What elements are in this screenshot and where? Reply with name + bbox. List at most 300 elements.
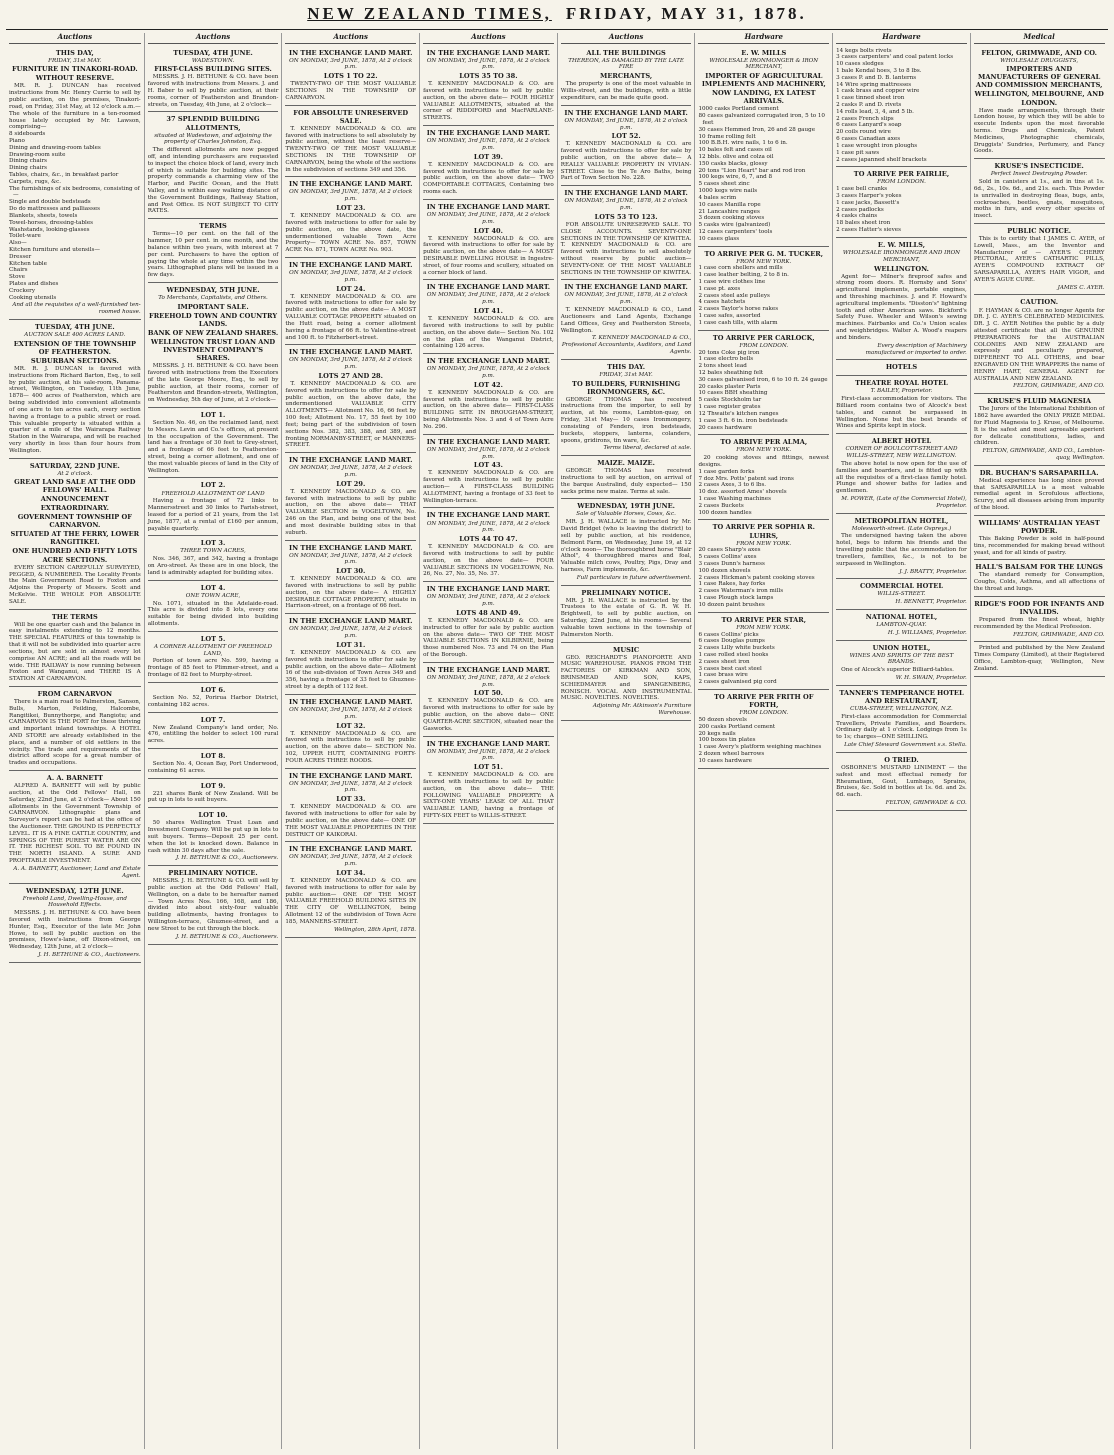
masthead (6, 4, 1108, 30)
ad-heading: MAIZE. MAIZE. (597, 459, 655, 468)
advertisement (836, 514, 967, 580)
ad-subheading: Sale of Valuable Horses, Cows, &c. (576, 511, 676, 518)
ad-item: 10 doz. assorted Ames' shovels (698, 489, 787, 496)
ad-signature: Full particulars in future advertisement. (576, 574, 692, 581)
ad-item: 10 cases BBH sheathing (698, 390, 768, 397)
ad-item-list (836, 186, 967, 234)
ad-heading: TO ARRIVE PER CARLOCK, (712, 333, 815, 342)
advertisement (836, 376, 967, 434)
ad-body: First-class accommodation for visitors. The Billiard room contains two of Alcock's best tables, and cannot be surpassed in Wellington. None but the best brands of Wines and Spirits kept in stock. (836, 396, 967, 430)
ad-subheading: WADESTOWN. (191, 57, 235, 64)
ad-item-list (698, 469, 829, 517)
ad-line: LOT 24. (336, 284, 366, 293)
advertisement (9, 771, 141, 883)
advertisement (561, 456, 692, 499)
ad-signature: Terms liberal, declared at sale. (603, 445, 692, 452)
ad-heading: WEDNESDAY, 12TH JUNE. (25, 886, 124, 895)
column-8 (970, 33, 1108, 1449)
ad-item: Plates and dishes (9, 281, 59, 287)
ad-subheading: FROM LONDON. (739, 710, 789, 717)
ad-item: 1 case garden forks (698, 468, 755, 475)
ad-body: This Baking Powder is sold in half-pound tins, recommended for making bread without yeast, and for all kinds of pastry. (973, 535, 1105, 556)
ad-line: LOT 39. (473, 152, 503, 161)
ad-heading: COMMERCIAL HOTEL (859, 582, 943, 591)
ad-item: 1 case wrought iron ploughs (836, 142, 918, 149)
ad-line: LOT 40. (473, 226, 503, 235)
ad-line: FIRST-CLASS BUILDING SITES. (154, 65, 272, 74)
advertisement (148, 581, 279, 632)
ad-item: 3 cases carpenters' and coal patent locks (836, 54, 954, 61)
ad-body: T. KENNEDY MACDONALD & CO. are instructed to offer for sale by public auction on the above date— TWO OF THE MOST VALUABLE SECTIONS IN KILBIRNIE, being those numbered Nos. 73 and 74 on the Plan of the Borough. (423, 617, 554, 658)
advertisement (423, 737, 554, 824)
ad-item: 14 kegs bolts rivets (836, 47, 892, 54)
advertisement (423, 508, 554, 582)
ad-signature: Late Chief Steward Government s.s. Stella. (844, 742, 967, 749)
ad-line: ONE HUNDRED AND FIFTY LOTS (12, 546, 138, 555)
ad-line: TO BUILDERS, FURNISHING IRONMONGERS, &C. (572, 379, 681, 396)
column-7 (832, 33, 970, 1449)
ad-item: 20 tons "Lion Heart" bar and rod iron (698, 167, 806, 174)
ad-heading: LOT 4. (200, 583, 226, 592)
ad-subheading: ON MONDAY, 3rd JUNE, 1878, At 2 o'clock p.m. (289, 465, 413, 478)
ad-line: LOTS 35 TO 38. (459, 72, 518, 81)
ad-item: Toilet-ware (9, 233, 41, 240)
advertisement (974, 466, 1105, 516)
advertisement (836, 579, 967, 610)
ad-item: 8 sideboards (9, 131, 46, 138)
ad-item: 2 cases galvanised pig cord (698, 679, 777, 686)
ad-subheading: To Merchants, Capitalists, and Others. (158, 295, 268, 302)
ad-body: T. KENNEDY MACDONALD & CO. are favored with instructions to offer for sale by public auction, on the above date— A REALLY VALUABLE PROPERTY IN VIVIAN-STREET. Close to the Te Aro Baths, being Part of Town Section No. 228. (560, 141, 692, 182)
ad-item: 3 cases Dunn's harness (698, 560, 765, 567)
ad-heading: MUSIC (613, 645, 640, 654)
ad-heading: TO ARRIVE PER FAIRLIE, (853, 170, 950, 179)
ad-item: 5 cases Collins' axes (698, 554, 757, 561)
advertisement (423, 354, 554, 435)
advertisement (836, 434, 967, 513)
ad-line: LOT 33. (336, 795, 366, 804)
ad-item: Carpets, rugs, &c. (9, 178, 62, 185)
ad-item: 1 case safes, assorted (698, 313, 761, 320)
ad-subheading: ONE TOWN ACRE, (185, 592, 241, 599)
ad-item: Towel-horses, dressing-tables (9, 219, 93, 226)
advertisement (836, 610, 967, 641)
advertisement (974, 295, 1105, 394)
ad-signature: Adjoining Mr. Atkinson's Furniture Warehouse. (592, 703, 692, 717)
ad-signature: And all the requisites of a well-furnished ten-roomed house. (12, 302, 141, 316)
ad-body: MESSRS. J. H. BETHUNE & CO. will sell by public auction at the Odd Fellows' Hall, Wellington, on a date to be hereafter named— Town Acres Nos. 166, 168, and 186, divided into about sixty-four valuable building allotments, having frontages to Willington-terrace, Ghuznee-street, and a new Street to be cut through the block. (147, 878, 279, 932)
ad-heading: THEATRE ROYAL HOTEL (855, 379, 948, 388)
advertisement (698, 247, 829, 331)
ad-item: 20 tons Coke pig iron (698, 349, 760, 356)
ad-body: New Zealand Company's land order, No. 476, entitling the holder to select 100 rural acres. (147, 724, 279, 745)
ad-heading: LOT 6. (200, 685, 226, 694)
ad-body: T. KENNEDY MACDONALD & CO., Land Auctioneers and Land Agents, Exchange Land Offices, Grey and Featherston Streets, Wellington. (560, 307, 692, 334)
advertisement (974, 224, 1105, 296)
ad-body: FOR ABSOLUTE UNRESERVED SALE. TO CLOSE ACCOUNTS. SEVENTY-ONE SECTIONS IN THE TOWNSHIP OF KIWITEA. T. KENNEDY MACDONALD & CO. are favored with instructions to sell absolutely without reserve by public auction— SEVENTY-ONE OF THE MOST VALUABLE SECTIONS IN THE TOWNSHIP OF KIWITEA. (560, 221, 692, 276)
ad-item: 2 cases Hickman's patent cooking stoves (698, 574, 815, 581)
ad-body: T. KENNEDY MACDONALD & CO. are favored with instructions to offer for sale by public auction, on the above date— ONE OF THE MOST VALUABLE PROPERTIES IN THE DISTRICT OF KAIKORAI. (285, 804, 417, 838)
ad-item: 2 cases French slips (836, 115, 894, 122)
advertisement (9, 687, 141, 771)
ad-body: Printed and published by the New Zealand Times Company (Limited), at their Registered Office, Lambton-quay, Wellington, New Zealand. (973, 645, 1105, 672)
advertisement (974, 46, 1105, 160)
advertisement (423, 435, 554, 509)
ad-subheading: ON MONDAY, 3rd JUNE, 1878, At 2 o'clock p.m. (426, 594, 550, 608)
ad-subheading: A CORNER ALLOTMENT OF FREEHOLD LAND, (154, 643, 273, 657)
ad-line: WELLINGTON. (873, 264, 929, 273)
ad-heading: LOT 7. (200, 715, 226, 724)
column-6 (694, 33, 832, 1449)
ad-item: 1 case register grates (698, 404, 761, 411)
ad-item-list (698, 350, 829, 432)
ad-item: 21 Lancashire ranges (698, 208, 760, 215)
column-1 (6, 33, 144, 1449)
ad-heading: WILLIAMS' AUSTRALIAN YEAST POWDER. (978, 518, 1100, 535)
ad-line: GOVERNMENT TOWNSHIP OF CARNARVON. (17, 512, 132, 529)
ad-signature: H. J. WILLIAMS, Proprietor. (887, 629, 967, 636)
ad-body: The different allotments are now pegged off, and intending purchasers are requested to inspect the choice block of land, every inch of which is suitable for building sites. The property commands a charming view of the Harbor, and Pacific Ocean, and the Hutt Valley, and is within easy walking distance of the Government Buildings, Railway Station, and Post Office. IS NOT SUBJECT TO CITY RATES. (147, 147, 279, 215)
ad-item: 20 casks plaster Paris (698, 383, 761, 390)
ad-heading: LOT 5. (200, 634, 226, 643)
ad-line: LOTS 1 TO 22. (323, 72, 378, 81)
advertisement (148, 478, 279, 536)
ad-item: 2 cases Buckets (698, 502, 744, 509)
ad-heading: SATURDAY, 22ND JUNE. (29, 461, 120, 470)
ad-item: 6 cases Douglas pumps (698, 638, 765, 645)
ad-item: Drawing-room suite (9, 151, 66, 158)
ad-item: 3 cases best cast steel (698, 665, 762, 672)
ad-item: Piano (9, 137, 25, 144)
ad-heading: TO ARRIVE PER G. M. TUCKER, (704, 249, 824, 258)
ad-item: 100 kegs wire, 6, 7, and 8 (698, 174, 773, 181)
ad-body: Terms—10 per cent. on the fall of the hammer, 10 per cent. in one month, and the balance within two years, with interest at 7 per cent. Purchasers to have the option of paying the whole at any time within the two years. Lithographed plans will be issued in a few days. (147, 231, 279, 279)
ad-item-list (698, 547, 829, 608)
advertisement (285, 453, 416, 540)
ad-heading: THE TERMS (51, 612, 98, 621)
advertisement (148, 408, 279, 479)
ad-heading: FROM CARNARVON (37, 689, 113, 698)
ad-line: ACRE SECTIONS. (42, 555, 108, 564)
ad-item-list (698, 265, 829, 326)
advertisement (148, 749, 279, 779)
ad-heading: LOT 3. (200, 539, 226, 548)
ad-item: 2 cases Hatter's sieves (836, 227, 901, 234)
advertisement (836, 238, 967, 360)
ad-subheading: ON MONDAY, 3rd JUNE, 1878, At 2 o'clock p.m. (289, 552, 413, 566)
ad-item: 1 case leather belting, 2 to 8 in. (698, 272, 789, 279)
ad-body: Having a frontage of 72 links to Mannersstreet and 30 links to Farish-street, leased for a period of 21 years, from the 1st June, 1877, at a rental of £160 per annum, payable quarterly. (147, 498, 279, 532)
ad-item: 1000 casks Portland cement (698, 106, 779, 113)
ad-body: ALFRED A. BARNETT will sell by public auction, at the Odd Fellows' Hall, on Saturday, 22nd June, at 2 o'clock— About 150 allotments in the Government Township of CARNARVON. Lithographic plans and Surveyor's report can be had at the office of the Auctioneer. THE GROUND IS PERFECTLY LEVEL. IT IS A FINE CATTLE COUNTRY, and SPRINGS OF THE PUREST WATER ARE ON IT. THE RICHEST SOIL TO BE FOUND IN THE NORTH ISLAND. A SURE AND PROFITABLE INVESTMENT. (9, 783, 141, 865)
ad-body: The above hotel is now open for the use of families and boarders, and is fitted up with all the requisites of a first-class family hotel. Plunge and shower baths for ladies and gentlemen. (836, 460, 967, 495)
ad-signature: H. BENNETT, Proprietor. (895, 599, 967, 606)
ad-subheading: ON MONDAY, 3rd JUNE, 1878, At 2 o'clock p.m. (426, 366, 550, 379)
ad-body: Medical experience has long since proved that SARSAPARILLA is a most valuable remedial agent in Scrofulous affections, Scurvy, and all diseases arising from impurity of the blood. (973, 477, 1105, 512)
ad-item-list (836, 48, 967, 164)
ad-line: FURNITURE IN TINAKORI-ROAD. (11, 65, 138, 74)
ad-body: There is a main road to Palmerston, Sanson, Bulls, Marton, Feilding, Halcombe, Rangitikei, Bunnythorpe, and Rangiotu; and CARNARVON IS THE PORT for these thriving and important inland townships. A HOTEL AND STORE are already established in the place, and a number of old settlers in the vicinity. The trade and requirements of the district afford scope for a great number of trades and occupations. (9, 698, 141, 767)
ad-subheading: ON MONDAY, 3rd JUNE, 1878, At 2 o'clock p.m. (564, 198, 688, 212)
ad-line: EXTENSION OF THE TOWNSHIP OF FEATHERSTON. (13, 339, 136, 356)
column-5 (557, 33, 695, 1449)
ad-heading: NATIONAL HOTEL, (865, 612, 938, 621)
ad-item: 2 cases Lilly white buckets (698, 645, 775, 652)
ad-item: 100 dozen handles (698, 509, 752, 516)
advertisement (148, 219, 279, 283)
advertisement (974, 394, 1105, 466)
ad-heading: IN THE EXCHANGE LAND MART. (564, 108, 688, 117)
ad-subheading: WHOLESALE DRUGGISTS, (1000, 57, 1079, 64)
ad-item: Blankets, sheets, towels (9, 212, 78, 219)
ad-heading: IN THE EXCHANGE LAND MART. (289, 456, 413, 465)
ad-body: Section No. 4, Ocean Bay, Port Underwood, containing 61 acres. (147, 761, 279, 774)
advertisement (698, 613, 829, 690)
ad-heading: IN THE EXCHANGE LAND MART. (426, 48, 551, 57)
ad-line: LOT 41. (473, 307, 503, 316)
ad-item: 80 cases galvanized corrugated iron, 5 to 10 feet (698, 113, 825, 126)
ad-item: 1 case 3 ft. 6 in. iron bedsteads (698, 417, 788, 424)
ad-heading: IN THE EXCHANGE LAND MART. (426, 129, 551, 138)
ad-heading: DR. BUCHAN'S SARSAPARILLA. (979, 468, 1099, 477)
advertisement (285, 614, 416, 695)
ad-subheading: ON MONDAY, 3rd JUNE, 1878, At 2 o'clock p.m. (289, 780, 413, 794)
advertisement (9, 46, 141, 321)
ad-line: LOTS 48 AND 49. (456, 608, 521, 617)
advertisement (148, 632, 279, 683)
advertisement (974, 642, 1105, 676)
ad-item: 10 bales felt and cases oil (698, 147, 772, 154)
ad-body: Agent for— Milner's fireproof safes and strong room doors. R. Hornsby and Sons' agricultural implements, portable engines, and threshing machines. J. and F. Howard's agricultural implements. "Disston's" lightning tooth and other American saws. Bickford's Safety Fuse. Wheeler and Wilson's sewing machines. Fairbanks and Co.'s Union scales and weighbridges. Walter A. Wood's reapers and binders. (836, 273, 967, 341)
ad-line: BANK OF NEW ZEALAND SHARES. (147, 328, 279, 337)
ad-item: 20 coils round wire (836, 129, 891, 136)
ad-item: 14 Wire spring mattresses (836, 81, 912, 88)
ad-line: LOT 30. (336, 567, 366, 576)
ad-subheading: ON MONDAY, 3rd JUNE, 1878, At 2 o'clock p.m. (289, 270, 413, 283)
advertisement (974, 597, 1105, 643)
ad-line: LOTS 27 AND 28. (318, 372, 383, 380)
advertisement (285, 695, 416, 769)
ad-item: 3 cases Harper's yokes (836, 193, 902, 199)
ad-item: Kitchen furniture and utensils— (9, 246, 100, 253)
ad-body: 50 shares Wellington Trust Loan and Investment Company. Will be put up in lots to suit buyers. Terms—Deposit 25 per cent. when the lot is knocked down. Balance in cash within 30 days after the sale. (147, 820, 279, 854)
ad-heading: IN THE EXCHANGE LAND MART. (426, 665, 551, 674)
ad-item: 1 case cash tills, with alarm (698, 319, 778, 326)
ad-subheading: ON MONDAY, 3rd JUNE, 1878, At 2 o'clock p.m. (426, 674, 550, 688)
ad-line: LOT 43. (473, 461, 503, 470)
ad-subheading: FREEHOLD ALLOTMENT OF LAND (161, 490, 265, 497)
ad-item: 10 cases sledges (836, 61, 884, 68)
advertisement (285, 258, 416, 345)
ad-subheading: FROM NEW YORK. (736, 258, 792, 265)
ad-item-list (698, 632, 829, 687)
ad-body: 221 shares Bank of New Zealand. Will be put up in lots to suit buyers. (147, 790, 279, 804)
ad-item: 1 case Plough stock lamps (698, 595, 774, 602)
ad-line: LOT 31. (336, 640, 366, 649)
ad-heading: IN THE EXCHANGE LAND MART. (426, 283, 551, 292)
ad-body: Section No. 46, on the reclaimed land, next to Messrs. Levin and Co.'s offices, at present in the occupation of the Government. The land has a frontage of 30 feet to Grey-street, and a frontage of 66 feet to Featherston-street, being a corner allotment, and one of the most valuable pieces of land in the City of Wellington. (147, 419, 279, 474)
column-4 (419, 33, 557, 1449)
ad-line: WITHOUT RESERVE. (35, 74, 114, 83)
ad-subheading: ON MONDAY, 3rd JUNE, 1878, At 2 o'clock p.m. (289, 57, 413, 71)
ad-line: LOT 29. (336, 479, 366, 488)
ad-line: LOT 50. (473, 689, 503, 698)
ad-line: GREAT LAND SALE AT THE ODD FELLOWS' HALL. (14, 478, 136, 495)
ad-item: Dresser (9, 253, 32, 260)
ad-item: 10 cases hardware (698, 757, 752, 764)
ad-heading: METROPOLITAN HOTEL, (854, 516, 949, 525)
ad-item: Stove (9, 274, 25, 281)
ad-body: MESSRS. J. H. BETHUNE & CO. have been favored with instructions from George Hunter, Esq., Executor of the late Mr. John Howe, to sell by public auction on the premises, Howe's-lane, off Dixon-street, on Wednesday, 12th June, at 2 o'clock— (9, 910, 141, 951)
ad-heading: TERMS (199, 222, 227, 231)
ad-subheading: ON MONDAY, 3rd JUNE, 1878, At 2 o'clock p.m. (426, 138, 550, 151)
ad-body: T. KENNEDY MACDONALD & CO. are favored with instructions to offer for sale by public auction, on the above date— A MOST DESIRABLE DWELLING HOUSE in Ingestre-street, of four rooms and scullery, situated on a corner block of land. (423, 235, 554, 276)
ad-signature: Wellington, 28th April, 1878. (333, 926, 417, 933)
ad-subheading: LAMBTON-QUAY. (876, 622, 927, 628)
ad-line: IMPORTANT SALE. (177, 302, 249, 311)
ad-heading: TO ARRIVE PER FRITH OF FORTH, (714, 693, 814, 710)
ad-subheading: At 2 o'clock. (57, 470, 93, 477)
advertisement (285, 345, 416, 453)
ad-item: 1 case bell cranks (836, 186, 888, 193)
advertisement (423, 46, 554, 127)
ad-subheading: FROM LONDON. (877, 179, 926, 186)
ad-item: 10 dozen paint brushes (698, 601, 765, 608)
ad-body: Have made arrangements, through their London house, by which they will be able to execute Indents upon the most favorable terms. Drugs and Chemicals, Patent Medicines, Photographic chemicals, Druggists' Sundries, Perfumery, and Fancy Goods. (973, 107, 1105, 155)
ad-subheading: ON MONDAY, 3rd JUNE, 1878, At 2 o'clock p.m. (289, 706, 413, 720)
ad-body: Section No. 52, Porirua Harbor District, containing 182 acres. (147, 694, 279, 708)
ad-heading: TO ARRIVE PER SOPHIA R. LUHRS, (712, 523, 815, 540)
ad-subheading: FRIDAY, 31st MAY. (48, 57, 102, 64)
ad-item: Kitchen table (9, 260, 47, 267)
ad-item: Chairs (9, 267, 28, 274)
ad-heading: E. W. MILLS, (877, 240, 925, 249)
ad-heading: PRELIMINARY NOTICE. (168, 869, 258, 878)
ad-line: LOT 34. (336, 869, 366, 877)
ad-body: MESSRS. J. H. BETHUNE & CO. have been favored with instructions from Messrs. J. and H. Baber to sell by public auction, at their rooms, corner of Featherston and Brandon-streets, on Tuesday, 4th June, at 2 o'clock— (147, 74, 279, 108)
advertisement (285, 177, 416, 258)
ad-heading: TO ARRIVE PER ALMA, (720, 438, 808, 447)
ad-body: Will be one quarter cash and the balance in easy instalments extending to 12 months. THE SPECIAL FEATURES of this township is that it will not be subdivided into quarter acre sections, but are sold in almost every lot comprise AN ACRE; and all the roads will be wide. THE RAILWAY is now running between Foxton and Wanganui, and THERE IS A STATION AT CARNARVON. (9, 621, 141, 683)
ad-signature: M. POWER, (Late of the Commercial Hotel), Proprietor. (841, 495, 967, 509)
column-heading: Auctions (285, 33, 416, 44)
ad-heading: PUBLIC NOTICE. (1007, 226, 1072, 235)
ad-body: T. KENNEDY MACDONALD & CO. are favored with instructions to offer for sale by public auction, on the above date, the undermentioned valuable Town Acre Property— TOWN ACRE No. 857, TOWN ACRE No. 871, TOWN ACRE No. 903. (285, 213, 417, 254)
ad-heading: THIS DAY. (607, 362, 646, 371)
ad-item: 10 frame rolling felt (698, 133, 756, 140)
ad-heading: A. A. BARNETT (46, 774, 103, 783)
ad-body: The standard remedy for Consumption, Coughs, Colds, Asthma, and all affections of the throat and lungs. (973, 572, 1105, 593)
ad-subheading: T. BAILEY, Proprietor. (870, 388, 933, 395)
ad-body: F. HAYMAN & CO. are no longer Agents for DR. J. C. AYER'S CELEBRATED MEDICINES. DR. J. C. AYER Notifies the public by a duly attested certificate that all the GENUINE PREPARATIONS for the AUSTRALIAN COLONIES AND NEW ZEALAND are expressly and peculiarly prepared, DIFFERENT TO ALL OTHERS, and bear ENGRAVED ON THE WRAPPERS the name of HENRY HART, GENERAL AGENT for AUSTRALIA AND NEW ZEALAND. (973, 307, 1105, 382)
ad-body: T. KENNEDY MACDONALD & CO. are favored with instructions to sell by public auction, on the above date— FOUR VALUABLE SECTIONS IN VOGELTOWN, No. 26, No. 27, No. 35, No. 37. (423, 544, 554, 578)
ad-item: 4 casks chains (836, 213, 878, 220)
ad-item: 1 case pt. axes (698, 285, 741, 292)
ad-item: 20 cases hardware (698, 424, 752, 431)
ad-item: 3 dozen cooking stoves (698, 215, 765, 222)
ad-body: MR. J. H. WALLACE is instructed by Mr. David Bridget (who is leaving the district) to sell by public auction, at his residence, Belmont Farm, on Wednesday, June 19, at 12 o'clock noon— The thoroughbred horse "Blair Athol", 4 thoroughbred mares and foal, Valuable milch cows, Poultry, Pigs, Dray and harness, Farm implements, &c. (560, 519, 692, 573)
advertisement (148, 536, 279, 580)
ad-item: 1 case Avery's platform weighing machines (698, 744, 822, 751)
advertisement (836, 686, 967, 753)
advertisement (974, 516, 1105, 561)
column-heading: Hardware (698, 33, 829, 44)
ad-line: LOTS 53 TO 123. (594, 212, 658, 221)
ad-line: LOT 32. (336, 721, 366, 730)
ad-heading: 37 SPLENDID BUILDING ALLOTMENTS, (166, 115, 260, 132)
ad-item: 10 cases glass (698, 235, 740, 242)
advertisement (836, 360, 967, 376)
ad-subheading: ON MONDAY, 3rd JUNE, 1878, At 2 o'clock p.m. (426, 292, 550, 306)
ad-heading: IN THE EXCHANGE LAND MART. (289, 771, 413, 780)
ad-subheading: ON MONDAY, 3rd JUNE, 1878, At 2 o'clock p.m. (289, 626, 413, 640)
advertisement (836, 753, 967, 811)
ad-body: T. KENNEDY MACDONALD & CO. are favored with instructions to sell by public auction, on the above date— FOUR HIGHLY VALUABLE ALLOTMENTS, situated at the corner of RIDDIFORD and MacFARLANE-STREETS. (423, 81, 554, 122)
advertisement (148, 866, 279, 944)
column-heading: Auctions (9, 33, 141, 44)
ad-item: 200 casks Portland cement (698, 723, 776, 730)
advertisement (9, 320, 141, 459)
ad-heading: IN THE EXCHANGE LAND MART. (426, 585, 551, 594)
ad-body: 20 cooking stoves and fittings, newest designs. (698, 455, 830, 468)
ad-signature: W. H. SWAIN, Proprietor. (895, 675, 967, 682)
advertisement (836, 167, 967, 238)
advertisement (561, 360, 692, 456)
ad-item: 1000 kegs wire nails (698, 188, 758, 195)
column-heading: Auctions (561, 33, 692, 44)
ad-subheading: ON MONDAY, 3rd JUNE, 1878, At 2 o'clock p.m. (289, 854, 413, 868)
advertisement (974, 159, 1105, 224)
ad-subheading: THREE TOWN ACRES, (180, 548, 246, 555)
ad-heading: IN THE EXCHANGE LAND MART. (426, 357, 551, 366)
ad-item: 1 cask brass and copper wire (836, 88, 920, 95)
ad-item-list (698, 106, 829, 242)
ad-line: FREEHOLD TOWN AND COUNTRY LANDS. (149, 311, 278, 328)
ad-subheading: FROM LONDON. (739, 342, 789, 349)
ad-item: Cooking utensils (9, 294, 57, 301)
ad-body: T. KENNEDY MACDONALD & CO. are favored with instructions to sell by public auction, on the above date— A HIGHLY DESIRABLE COTTAGE PROPERTY, situate in Harrison-street, on a frontage of 66 feet. (285, 576, 417, 610)
ad-heading: IN THE EXCHANGE LAND MART. (289, 543, 413, 552)
advertisement (561, 186, 692, 280)
ad-item: 1 case brass wire (698, 672, 748, 679)
ad-item: 2 cases Waterman's iron mills (698, 588, 784, 595)
ad-signature: J. H. BETHUNE & CO., Auctioneers. (175, 855, 279, 862)
advertisement (423, 582, 554, 663)
ad-subheading: WINES AND SPIRITS OF THE BEST BRANDS. (849, 652, 954, 666)
ad-item: 2 cases japanned shelf brackets (836, 156, 927, 163)
ad-body: T. KENNEDY MACDONALD & CO. are favored with instructions to sell by public auction, on the above date— THE FOLLOWING VALUABLE PROPERTY: A SIXTY-ONE YEARS' LEASE OF ALL THAT VALUABLE LAND, having a frontage of FIFTY-SIX FEET to WILLIS-STREET. (423, 772, 554, 820)
column-3 (281, 33, 419, 1449)
ad-body: MR. J. H. WALLACE is instructed by the Trustees to the estate of G. R. W. H. Brightwell, to sell by public auction, on Saturday, 22nd June, at his rooms— Several valuable town sections in the township of Palmerston North. (560, 597, 692, 638)
ad-subheading: situated at Wadestown, and adjoining the property of Charles Johnston, Esq. (154, 132, 272, 146)
advertisement (148, 283, 279, 408)
ad-heading: IN THE EXCHANGE LAND MART. (426, 739, 551, 748)
ad-item: 10 cases Manilla rope (698, 201, 761, 208)
ad-heading: IN THE EXCHANGE LAND MART. (289, 617, 413, 626)
ad-body: TWENTY-TWO OF THE MOST VALUABLE SECTIONS IN THE TOWNSHIP OF CARNARVON. (285, 81, 417, 101)
ad-subheading: ON MONDAY, 3rd JUNE, 1878, At 2 o'clock p.m. (426, 446, 550, 460)
ad-line: IMPORTER OF AGRICULTURAL IMPLEMENTS AND MACHINERY, (701, 72, 826, 89)
advertisement (698, 690, 829, 769)
column-heading: Auctions (423, 33, 554, 44)
advertisement (148, 46, 279, 113)
ad-subheading: CORNER OF BOULCOTT-STREET AND WILLIS-STREET, NEW WELLINGTON. (845, 446, 958, 460)
ad-item: 100 B.B.H. wire nails, 1 to 6 in. (698, 140, 788, 147)
ad-body: The undersigned having taken the above hotel, begs to inform his friends and the travelling public that the accommodation for travellers, families, &c., is not to be surpassed in Wellington. (836, 533, 967, 567)
advertisement (148, 713, 279, 749)
ad-subheading: Perfect Insect Destroying Powder. (990, 171, 1088, 178)
ad-body: T. KENNEDY MACDONALD & CO. are favored with instructions to offer for sale by public auction— ONE OF THE MOST VALUABLE FREEHOLD BUILDING SITES IN THE CITY OF WELLINGTON, being Allotment 12 of the subdivision of Town Acre 185, MANNERS-STREET. (285, 878, 417, 925)
